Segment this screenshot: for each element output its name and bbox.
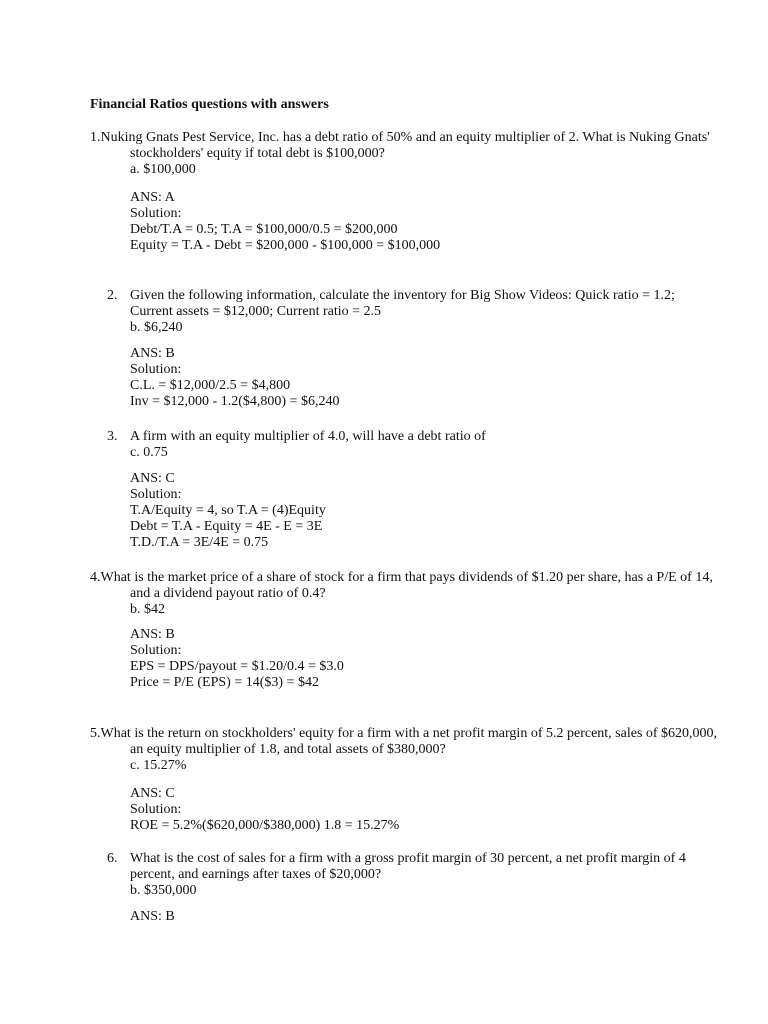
question-6-text-line-2: percent, and earnings after taxes of $20,000? xyxy=(130,867,382,882)
answer-3 xyxy=(130,471,326,551)
solution-3-line-1: T.A/Equity = 4, so T.A = (4)Equity xyxy=(130,503,326,518)
question-2 xyxy=(130,288,675,336)
answer-1 xyxy=(130,190,440,254)
question-4-text-line-1: 4.What is the market price of a share of stock for a firm that pays dividends of $1.20 per share, has a P/E of 14, xyxy=(90,570,713,585)
answer-3-label: ANS: C xyxy=(130,471,175,486)
solution-5-line-1: ROE = 5.2%($620,000/$380,000) 1.8 = 15.27% xyxy=(130,818,400,833)
solution-5-label: Solution: xyxy=(130,802,182,817)
question-2-text-line-2: Current assets = $12,000; Current ratio = 2.5 xyxy=(130,304,382,319)
solution-1-line-1: Debt/T.A = 0.5; T.A = $100,000/0.5 = $200,000 xyxy=(130,222,398,237)
answer-1-label: ANS: A xyxy=(130,190,175,205)
question-1 xyxy=(90,130,728,178)
answer-4 xyxy=(130,627,344,691)
answer-6-label: ANS: B xyxy=(130,909,175,924)
question-1-text-line-1: 1.Nuking Gnats Pest Service, Inc. has a debt ratio of 50% and an equity multiplier of 2. What is Nuking Gnats' xyxy=(90,130,710,145)
question-1-choice: a. $100,000 xyxy=(130,162,196,177)
solution-2-line-2: Inv = $12,000 - 1.2($4,800) = $6,240 xyxy=(130,394,340,409)
solution-1-label: Solution: xyxy=(130,206,182,221)
question-2-choice: b. $6,240 xyxy=(130,320,183,335)
solution-3-line-3: T.D./T.A = 3E/4E = 0.75 xyxy=(130,535,269,550)
question-5 xyxy=(90,726,728,774)
question-4-choice: b. $42 xyxy=(130,602,165,617)
solution-4-label: Solution: xyxy=(130,643,182,658)
question-6-text-line-1: What is the cost of sales for a firm with a gross profit margin of 30 percent, a net profit margin of 4 xyxy=(130,851,686,866)
question-3-text-line-1: A firm with an equity multiplier of 4.0, will have a debt ratio of xyxy=(130,429,486,444)
answer-5 xyxy=(130,786,399,834)
answer-5-label: ANS: C xyxy=(130,786,175,801)
question-6-number: 6. xyxy=(107,851,118,866)
solution-2-label: Solution: xyxy=(130,362,182,377)
solution-4-line-2: Price = P/E (EPS) = 14($3) = $42 xyxy=(130,675,319,690)
answer-2-label: ANS: B xyxy=(130,346,175,361)
question-3-number: 3. xyxy=(107,429,118,444)
question-6 xyxy=(130,851,686,899)
answer-6 xyxy=(130,909,175,925)
answer-2 xyxy=(130,346,339,410)
question-2-text-line-1: Given the following information, calculate the inventory for Big Show Videos: Quick ratio = 1.2; xyxy=(130,288,675,303)
question-4-text-line-2: and a dividend payout ratio of 0.4? xyxy=(130,586,326,601)
question-4 xyxy=(90,570,728,618)
question-3-choice: c. 0.75 xyxy=(130,445,168,460)
question-5-choice: c. 15.27% xyxy=(130,758,187,773)
solution-1-line-2: Equity = T.A - Debt = $200,000 - $100,000 = $100,000 xyxy=(130,238,441,253)
document-title: Financial Ratios questions with answers xyxy=(90,97,329,112)
question-2-number: 2. xyxy=(107,288,118,303)
question-5-text-line-2: an equity multiplier of 1.8, and total assets of $380,000? xyxy=(130,742,446,757)
solution-4-line-1: EPS = DPS/payout = $1.20/0.4 = $3.0 xyxy=(130,659,344,674)
question-5-text-line-1: 5.What is the return on stockholders' equity for a firm with a net profit margin of 5.2 percent, sales of $620,000, xyxy=(90,726,718,741)
solution-2-line-1: C.L. = $12,000/2.5 = $4,800 xyxy=(130,378,291,393)
question-3 xyxy=(130,429,486,461)
question-6-choice: b. $350,000 xyxy=(130,883,197,898)
answer-4-label: ANS: B xyxy=(130,627,175,642)
solution-3-line-2: Debt = T.A - Equity = 4E - E = 3E xyxy=(130,519,323,534)
solution-3-label: Solution: xyxy=(130,487,182,502)
question-1-text-line-2: stockholders' equity if total debt is $100,000? xyxy=(130,146,385,161)
